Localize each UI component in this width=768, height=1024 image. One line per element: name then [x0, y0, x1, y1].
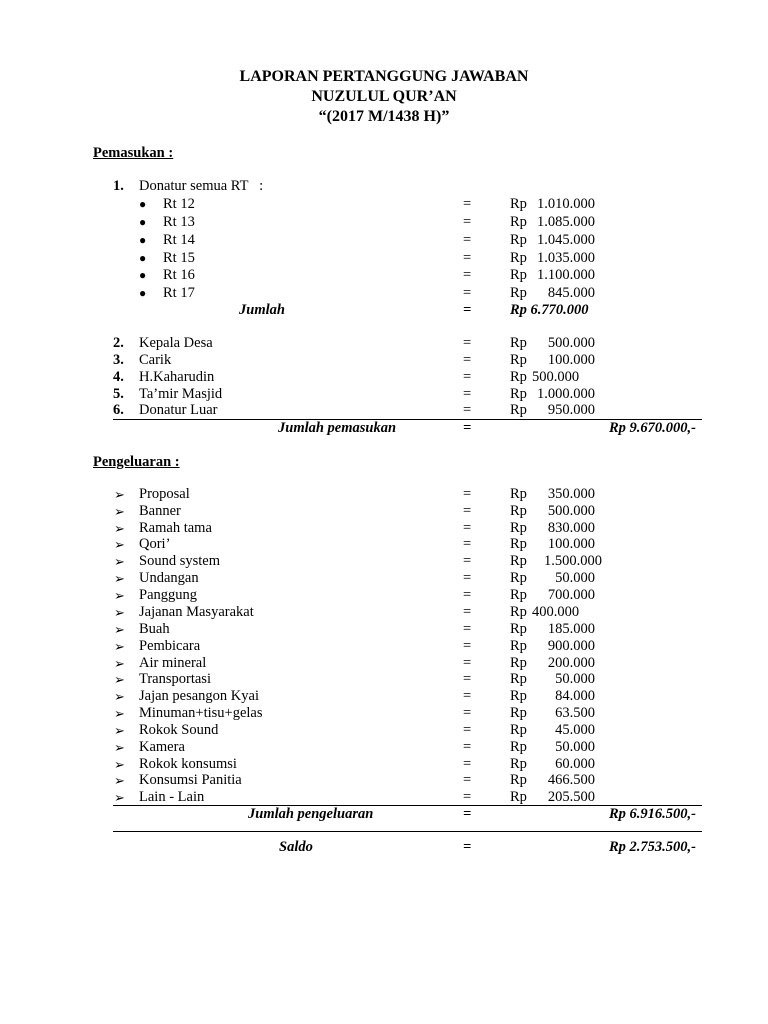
expense-row [0, 705, 768, 722]
amount: 1.500.000 [544, 553, 602, 569]
item-label: Rt 13 [163, 214, 195, 230]
expense-row [0, 772, 768, 789]
item-label: Banner [139, 503, 181, 519]
arrow-bullet-icon: ➢ [114, 689, 125, 704]
amount: 1.085.000 [537, 214, 595, 230]
arrow-bullet-icon: ➢ [114, 504, 125, 519]
arrow-bullet-icon: ➢ [114, 622, 125, 637]
equals-sign: = [463, 536, 472, 552]
expense-total-row [0, 806, 768, 823]
amount: 500.000 [547, 503, 595, 519]
amount: 63.500 [555, 705, 595, 721]
item-label: Transportasi [139, 671, 211, 687]
equals-sign: = [463, 214, 472, 230]
arrow-bullet-icon: ➢ [114, 639, 125, 654]
equals-sign: = [463, 486, 472, 502]
equals-sign: = [463, 402, 472, 418]
arrow-bullet-icon: ➢ [114, 521, 125, 536]
report-subtitle: NUZULUL QUR’AN [311, 88, 457, 105]
equals-sign: = [463, 839, 472, 855]
item-label: Panggung [139, 587, 197, 603]
donatur-rt-header [0, 178, 768, 195]
income-row [0, 369, 768, 386]
income-row [0, 232, 768, 249]
donatur-subtotal-row [0, 302, 768, 319]
income-row [0, 250, 768, 267]
bullet-icon: ● [139, 286, 147, 300]
equals-sign: = [463, 302, 472, 318]
expense-row [0, 570, 768, 587]
report-year: “(2017 M/1438 H)” [318, 108, 450, 125]
item-label: Jajanan Masyarakat [139, 604, 254, 620]
currency: Rp [510, 335, 527, 351]
item-number: 4. [113, 369, 124, 385]
currency: Rp [510, 402, 527, 418]
currency: Rp [510, 772, 527, 788]
currency: Rp [510, 214, 527, 230]
equals-sign: = [463, 553, 472, 569]
item-label: Air mineral [139, 655, 207, 671]
item-label: H.Kaharudin [139, 369, 215, 385]
currency: Rp [510, 604, 527, 620]
income-row [0, 285, 768, 302]
bullet-icon: ● [139, 233, 147, 247]
pengeluaran-heading: Pengeluaran : [93, 454, 180, 470]
currency: Rp [510, 503, 527, 519]
item-label: Jajan pesangon Kyai [139, 688, 259, 704]
currency: Rp [510, 553, 527, 569]
expense-row [0, 739, 768, 756]
amount: 84.000 [555, 688, 595, 704]
equals-sign: = [463, 722, 472, 738]
item-number: 2. [113, 335, 124, 351]
arrow-bullet-icon: ➢ [114, 740, 125, 755]
item-label: Pembicara [139, 638, 201, 654]
item-label: Rokok Sound [139, 722, 219, 738]
item-label: Ta’mir Masjid [139, 386, 223, 402]
item-label: Rt 12 [163, 196, 195, 212]
item-label: Donatur semua RT : [139, 178, 264, 194]
amount: 50.000 [555, 671, 595, 687]
item-label: Rokok konsumsi [139, 756, 237, 772]
expense-row [0, 671, 768, 688]
expense-row [0, 553, 768, 570]
amount: 350.000 [547, 486, 595, 502]
equals-sign: = [463, 420, 472, 436]
equals-sign: = [463, 655, 472, 671]
equals-sign: = [463, 570, 472, 586]
total-value: Rp 6.916.500,- [609, 806, 696, 822]
income-row [0, 214, 768, 231]
currency: Rp [510, 587, 527, 603]
equals-sign: = [463, 621, 472, 637]
equals-sign: = [463, 232, 472, 248]
arrow-bullet-icon: ➢ [114, 588, 125, 603]
bullet-icon: ● [139, 268, 147, 282]
currency: Rp [510, 486, 527, 502]
arrow-bullet-icon: ➢ [114, 571, 125, 586]
arrow-bullet-icon: ➢ [114, 605, 125, 620]
amount: 205.500 [547, 789, 595, 805]
pemasukan-heading: Pemasukan : [93, 145, 174, 161]
amount: 45.000 [555, 722, 595, 738]
equals-sign: = [463, 587, 472, 603]
currency: Rp [510, 756, 527, 772]
equals-sign: = [463, 335, 472, 351]
amount: 700.000 [547, 587, 595, 603]
income-total-row [0, 420, 768, 437]
item-label: Konsumsi Panitia [139, 772, 242, 788]
equals-sign: = [463, 789, 472, 805]
item-number: 5. [113, 386, 124, 402]
report-title: LAPORAN PERTANGGUNG JAWABAN [239, 68, 529, 85]
equals-sign: = [463, 806, 472, 822]
currency: Rp [510, 267, 527, 283]
amount: 100.000 [547, 352, 595, 368]
amount: 845.000 [547, 285, 595, 301]
currency: Rp [510, 570, 527, 586]
amount: 500.000 [547, 335, 595, 351]
amount: 1.000.000 [537, 386, 595, 402]
item-label: Lain - Lain [139, 789, 205, 805]
subtotal-label: Jumlah [239, 302, 285, 318]
currency: Rp [510, 722, 527, 738]
total-label: Jumlah pengeluaran [248, 806, 374, 822]
subtotal-value: Rp 6.770.000 [510, 302, 589, 318]
item-label: Donatur Luar [139, 402, 218, 418]
item-label: Ramah tama [139, 520, 212, 536]
currency: Rp [510, 621, 527, 637]
equals-sign: = [463, 285, 472, 301]
expense-row [0, 520, 768, 537]
arrow-bullet-icon: ➢ [114, 672, 125, 687]
expense-row [0, 638, 768, 655]
currency: Rp [510, 655, 527, 671]
arrow-bullet-icon: ➢ [114, 773, 125, 788]
currency: Rp [510, 250, 527, 266]
currency: Rp [510, 386, 527, 402]
amount: 200.000 [547, 655, 595, 671]
item-label: Kamera [139, 739, 185, 755]
amount: 60.000 [555, 756, 595, 772]
amount: 900.000 [547, 638, 595, 654]
item-number: 3. [113, 352, 124, 368]
currency: Rp [510, 688, 527, 704]
bullet-icon: ● [139, 215, 147, 229]
currency: Rp [510, 232, 527, 248]
amount: 400.000 [532, 604, 580, 620]
expense-row [0, 621, 768, 638]
equals-sign: = [463, 250, 472, 266]
amount: 1.010.000 [537, 196, 595, 212]
expense-row [0, 604, 768, 621]
amount: 1.035.000 [537, 250, 595, 266]
equals-sign: = [463, 503, 472, 519]
equals-sign: = [463, 705, 472, 721]
income-row [0, 267, 768, 284]
income-row [0, 402, 768, 419]
currency: Rp [510, 352, 527, 368]
equals-sign: = [463, 196, 472, 212]
expense-row [0, 503, 768, 520]
expense-row [0, 587, 768, 604]
expense-row [0, 655, 768, 672]
arrow-bullet-icon: ➢ [114, 790, 125, 805]
equals-sign: = [463, 772, 472, 788]
amount: 50.000 [555, 739, 595, 755]
equals-sign: = [463, 267, 472, 283]
arrow-bullet-icon: ➢ [114, 656, 125, 671]
total-label: Jumlah pemasukan [278, 420, 397, 436]
equals-sign: = [463, 352, 472, 368]
currency: Rp [510, 196, 527, 212]
item-label: Rt 17 [163, 285, 195, 301]
currency: Rp [510, 789, 527, 805]
expense-row [0, 486, 768, 503]
arrow-bullet-icon: ➢ [114, 554, 125, 569]
amount: 466.500 [547, 772, 595, 788]
equals-sign: = [463, 386, 472, 402]
amount: 830.000 [547, 520, 595, 536]
amount: 50.000 [555, 570, 595, 586]
item-label: Qori’ [139, 536, 171, 552]
currency: Rp [510, 671, 527, 687]
amount: 500.000 [532, 369, 580, 385]
currency: Rp [510, 739, 527, 755]
currency: Rp [510, 705, 527, 721]
equals-sign: = [463, 604, 472, 620]
total-value: Rp 9.670.000,- [609, 420, 696, 436]
amount: 1.100.000 [537, 267, 595, 283]
arrow-bullet-icon: ➢ [114, 537, 125, 552]
item-label: Minuman+tisu+gelas [139, 705, 263, 721]
equals-sign: = [463, 739, 472, 755]
saldo-label: Saldo [279, 839, 313, 855]
item-label: Kepala Desa [139, 335, 213, 351]
saldo-value: Rp 2.753.500,- [609, 839, 696, 855]
expense-row [0, 536, 768, 553]
equals-sign: = [463, 638, 472, 654]
income-row [0, 352, 768, 369]
item-label: Rt 16 [163, 267, 195, 283]
expense-row [0, 722, 768, 739]
bullet-icon: ● [139, 197, 147, 211]
item-number: 6. [113, 402, 124, 418]
equals-sign: = [463, 520, 472, 536]
equals-sign: = [463, 369, 472, 385]
currency: Rp [510, 638, 527, 654]
arrow-bullet-icon: ➢ [114, 706, 125, 721]
item-number: 1. [113, 178, 124, 194]
item-label: Undangan [139, 570, 199, 586]
currency: Rp [510, 520, 527, 536]
amount: 1.045.000 [537, 232, 595, 248]
income-row [0, 335, 768, 352]
income-row [0, 196, 768, 213]
currency: Rp [510, 536, 527, 552]
equals-sign: = [463, 671, 472, 687]
expense-row [0, 756, 768, 773]
item-label: Rt 14 [163, 232, 195, 248]
divider [113, 831, 702, 832]
bullet-icon: ● [139, 251, 147, 265]
item-label: Sound system [139, 553, 220, 569]
expense-row [0, 789, 768, 806]
equals-sign: = [463, 756, 472, 772]
item-label: Proposal [139, 486, 190, 502]
currency: Rp [510, 369, 527, 385]
saldo-row [0, 839, 768, 856]
arrow-bullet-icon: ➢ [114, 723, 125, 738]
amount: 185.000 [547, 621, 595, 637]
item-label: Buah [139, 621, 170, 637]
arrow-bullet-icon: ➢ [114, 487, 125, 502]
item-label: Carik [139, 352, 172, 368]
amount: 100.000 [547, 536, 595, 552]
currency: Rp [510, 285, 527, 301]
expense-row [0, 688, 768, 705]
arrow-bullet-icon: ➢ [114, 757, 125, 772]
income-row [0, 386, 768, 403]
amount: 950.000 [547, 402, 595, 418]
equals-sign: = [463, 688, 472, 704]
item-label: Rt 15 [163, 250, 195, 266]
